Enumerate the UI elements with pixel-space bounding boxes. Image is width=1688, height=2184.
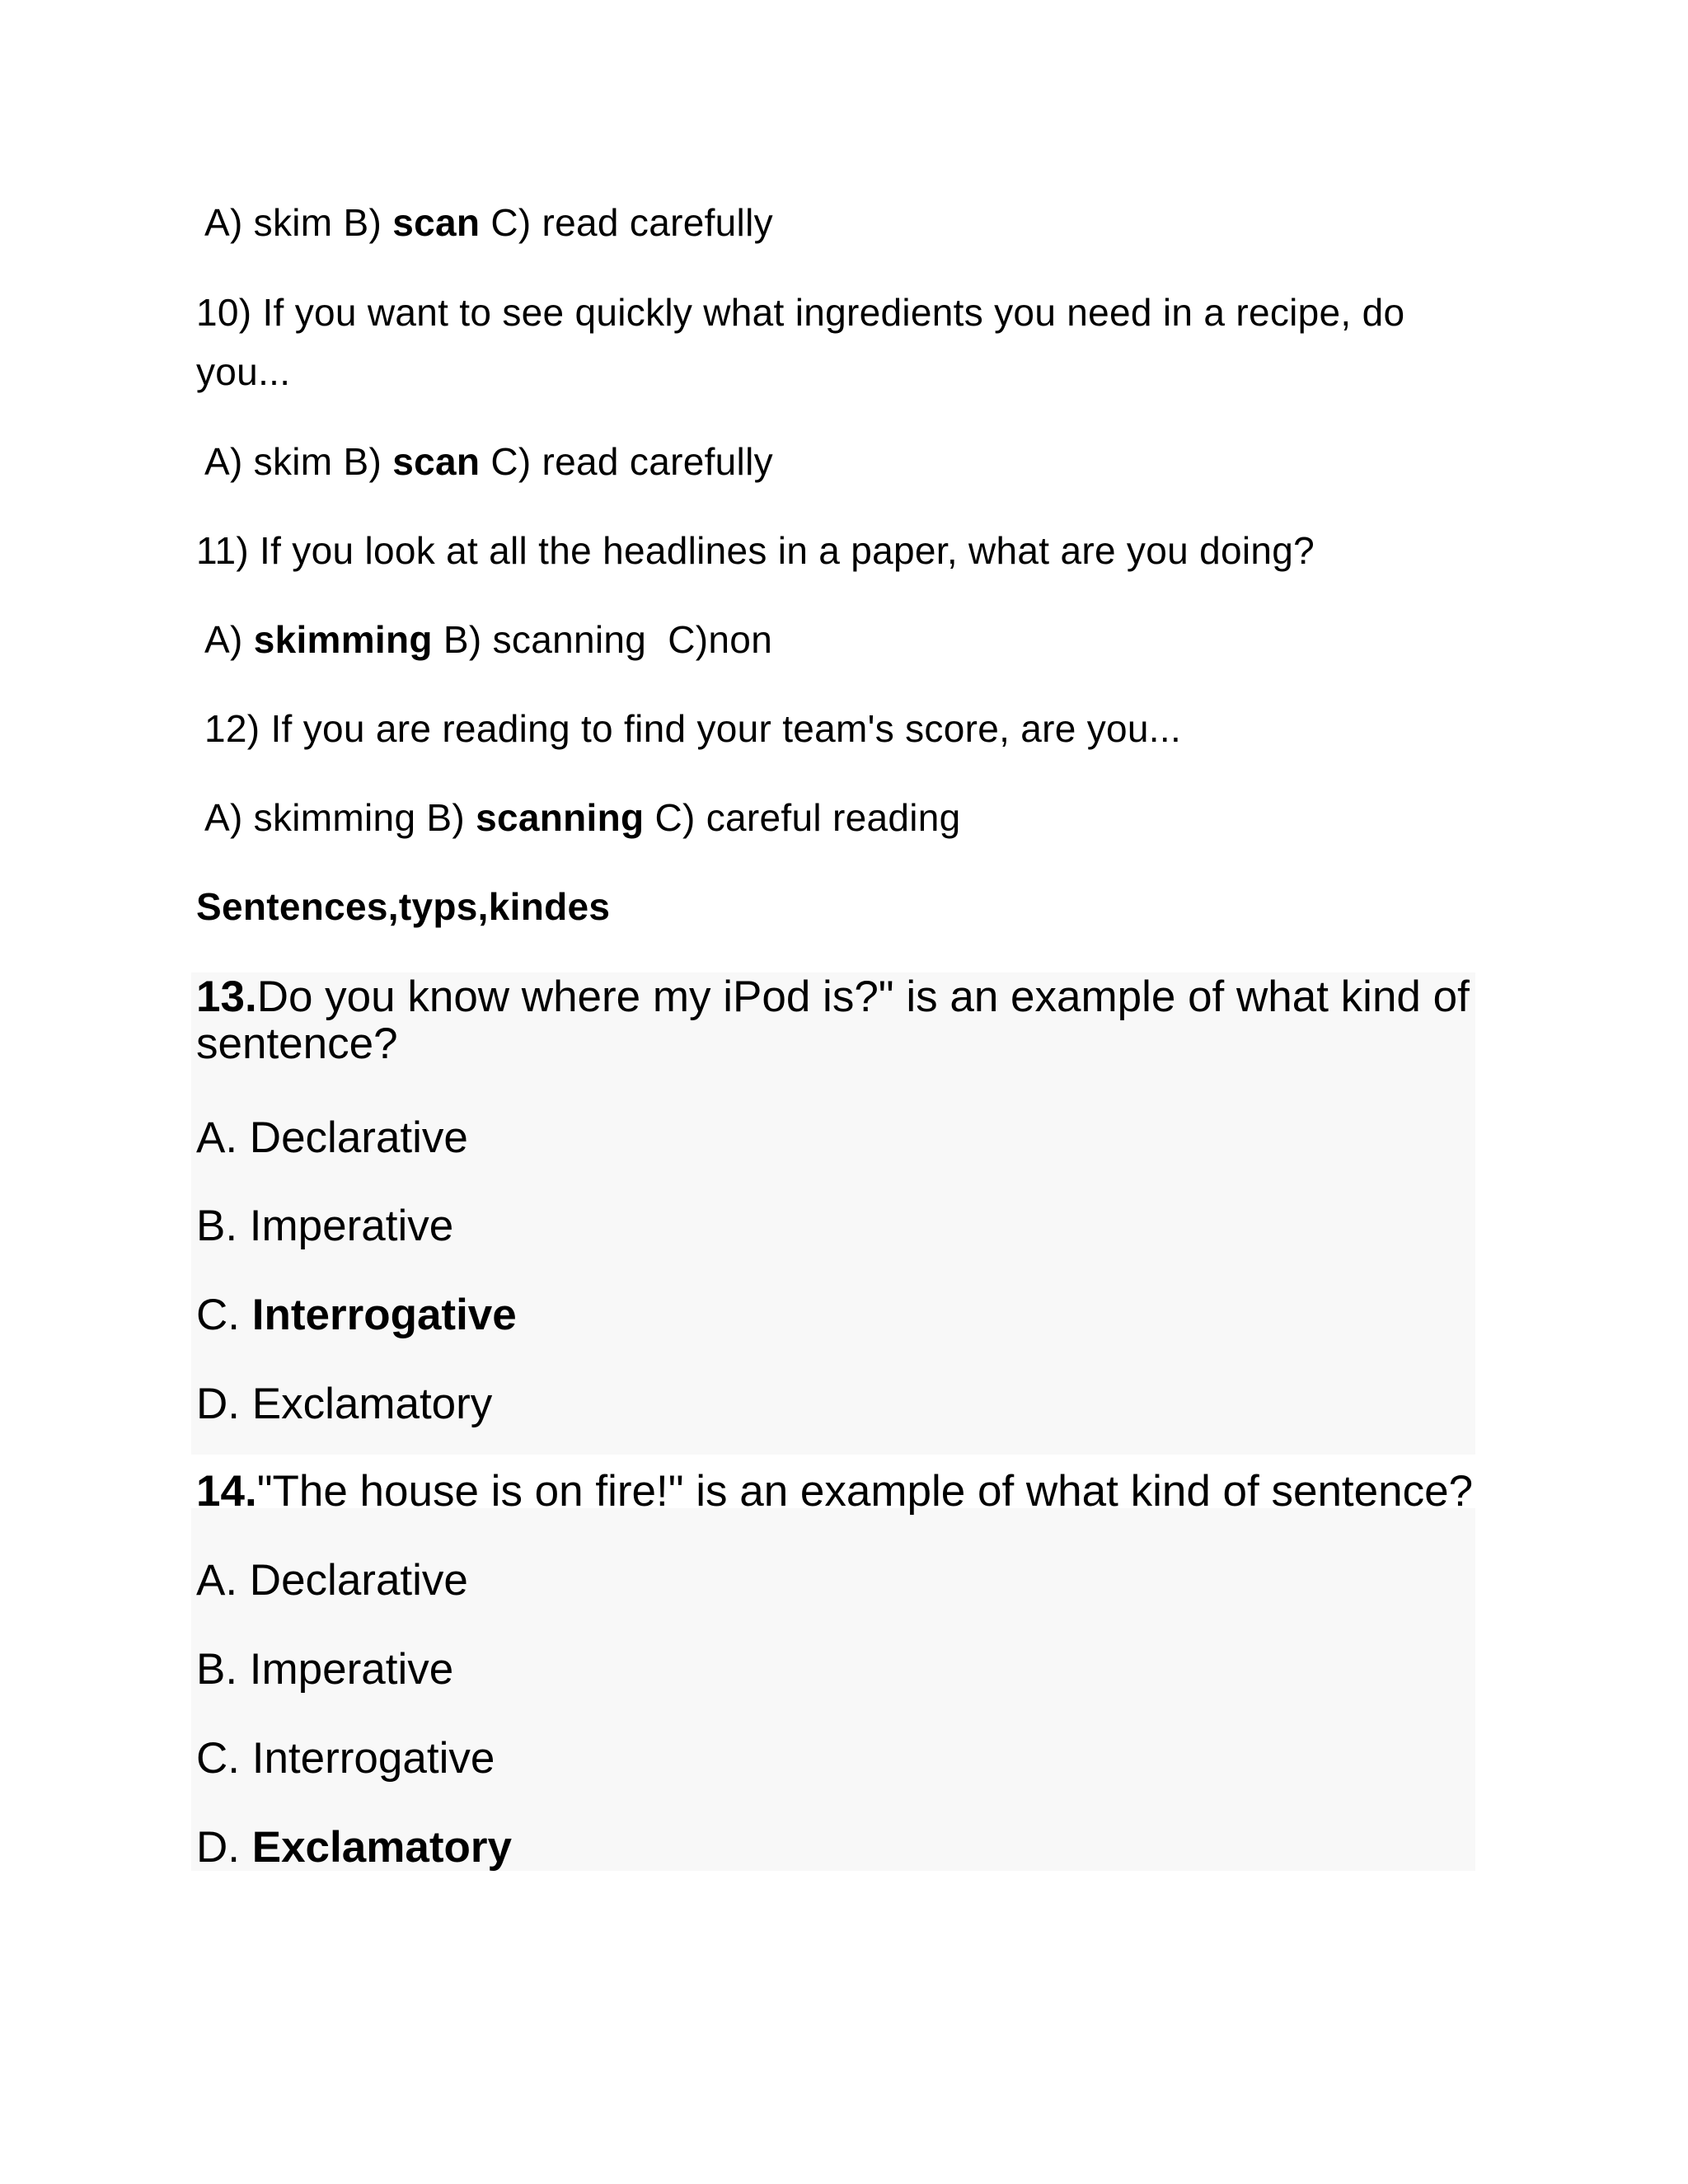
q13-option-c	[196, 1293, 517, 1337]
q12-option-b-prefix: B)	[426, 796, 476, 839]
q12-question: 12) If you are reading to find your team's score, are you...	[204, 707, 1182, 750]
q9-option-b-prefix: B)	[343, 201, 393, 244]
q12-answer: scanning	[476, 796, 645, 839]
q13-option-c-prefix: C.	[196, 1291, 252, 1339]
q11-options	[204, 618, 773, 661]
q10-options	[204, 440, 773, 483]
q10-option-c: C) read carefully	[480, 440, 773, 483]
q14-line	[196, 1467, 1474, 1516]
q14-option-c: C. Interrogative	[196, 1734, 495, 1783]
q9-answer: scan	[392, 201, 481, 244]
q11-question: 11) If you look at all the headlines in a paper, what are you doing?	[196, 529, 1315, 572]
q14-option-d-prefix: D.	[196, 1823, 252, 1872]
q13-line2: sentence?	[196, 1019, 398, 1068]
q11-answer: skimming	[253, 618, 433, 661]
q13-line1	[196, 972, 1470, 1021]
q13-number: 13.	[196, 972, 257, 1021]
q12-option-a: A) skimming	[204, 796, 427, 839]
q14-number: 14.	[196, 1467, 257, 1516]
q11-option-rest: B) scanning C)non	[432, 618, 773, 661]
q12-options	[204, 796, 961, 839]
q13-answer: Interrogative	[251, 1291, 517, 1339]
section-heading: Sentences,typs,kindes	[196, 885, 611, 928]
q14-text: "The house is on fire!" is an example of what kind of sentence?	[256, 1467, 1474, 1516]
q12-option-c: C) careful reading	[644, 796, 961, 839]
q14-answer: Exclamatory	[251, 1823, 512, 1872]
q13-option-b: B. Imperative	[196, 1202, 454, 1250]
q9-option-c: C) read carefully	[480, 201, 773, 244]
q14-option-a: A. Declarative	[196, 1556, 468, 1605]
q10-answer: scan	[392, 440, 481, 483]
q9-option-a: A) skim	[204, 201, 344, 244]
q10-line1: 10) If you want to see quickly what ingredients you need in a recipe, do	[196, 291, 1405, 334]
q10-option-b-prefix: B)	[343, 440, 393, 483]
q10-option-a: A) skim	[204, 440, 344, 483]
q9-options	[204, 201, 773, 244]
q13-option-d: D. Exclamatory	[196, 1380, 493, 1428]
q11-option-a-prefix: A)	[204, 618, 254, 661]
q10-line2: you...	[196, 350, 291, 393]
q13-text: Do you know where my iPod is?" is an example of what kind of	[256, 972, 1470, 1021]
q14-option-d	[196, 1823, 512, 1872]
q14-option-b: B. Imperative	[196, 1645, 454, 1694]
q13-option-a: A. Declarative	[196, 1113, 468, 1162]
